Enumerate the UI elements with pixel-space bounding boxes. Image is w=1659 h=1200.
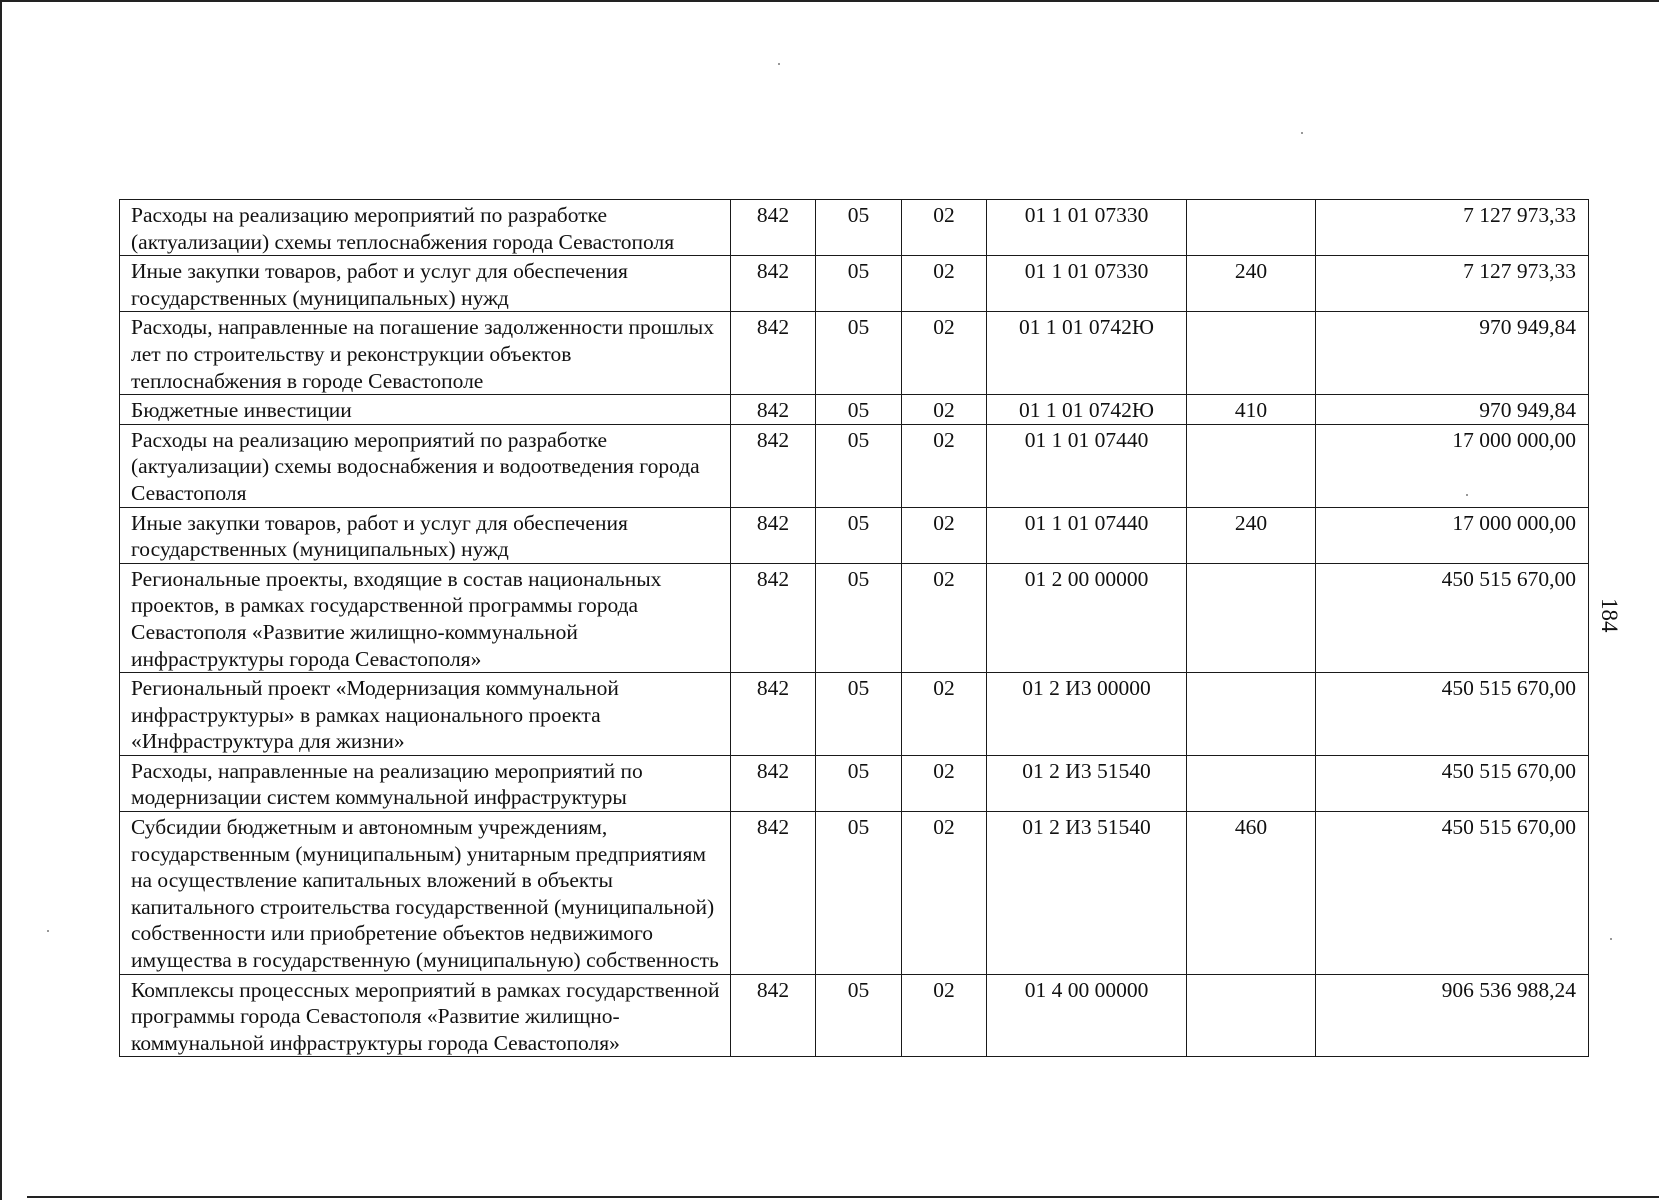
scan-speck: [1301, 132, 1303, 134]
expense-type-cell: 240: [1187, 256, 1316, 312]
target-code-cell: 01 4 00 00000: [987, 974, 1187, 1057]
expense-type-cell: 410: [1187, 395, 1316, 425]
row-name-cell: Расходы на реализацию мероприятий по разработке (актуализации) схемы водоснабжения и водоотведения города Севастополя: [120, 424, 731, 507]
subsection-code-cell: 02: [902, 395, 987, 425]
section-code-cell: 05: [816, 256, 902, 312]
amount-cell: 450 515 670,00: [1316, 812, 1589, 975]
table-row: [120, 563, 1589, 672]
table-row: [120, 395, 1589, 425]
target-code-cell: 01 1 01 07440: [987, 424, 1187, 507]
amount-cell: 906 536 988,24: [1316, 974, 1589, 1057]
amount-cell: 450 515 670,00: [1316, 755, 1589, 811]
row-name-cell: Региональные проекты, входящие в состав национальных проектов, в рамках государственной программы города Севастополя «Развитие жилищно-коммунальной инфраструктуры города Севастополя»: [120, 563, 731, 672]
expense-type-cell: [1187, 673, 1316, 756]
table-row: [120, 974, 1589, 1057]
scan-speck: [1610, 938, 1612, 940]
ministry-code-cell: 842: [731, 507, 816, 563]
scan-edge-left: [0, 0, 2, 1200]
expense-type-cell: 460: [1187, 812, 1316, 975]
expense-type-cell: [1187, 424, 1316, 507]
row-name-cell: Комплексы процессных мероприятий в рамках государственной программы города Севастополя «Развитие жилищно-коммунальной инфраструктуры города Севастополя»: [120, 974, 731, 1057]
table-row: [120, 200, 1589, 256]
subsection-code-cell: 02: [902, 507, 987, 563]
amount-cell: 7 127 973,33: [1316, 256, 1589, 312]
row-name-cell: Иные закупки товаров, работ и услуг для обеспечения государственных (муниципальных) нужд: [120, 256, 731, 312]
subsection-code-cell: 02: [902, 424, 987, 507]
row-name-cell: Субсидии бюджетным и автономным учреждениям, государственным (муниципальным) унитарным предприятиям на осуществление капитальных вложений в объекты капитального строительства государственной (муниципальной) собственности или приобретение объектов недвижимого имущества в государственную (муниципальную) собственность: [120, 812, 731, 975]
expense-type-cell: [1187, 563, 1316, 672]
section-code-cell: 05: [816, 200, 902, 256]
subsection-code-cell: 02: [902, 200, 987, 256]
ministry-code-cell: 842: [731, 256, 816, 312]
expense-type-cell: [1187, 200, 1316, 256]
section-code-cell: 05: [816, 812, 902, 975]
page-number: 184: [1597, 598, 1622, 633]
scan-speck: [778, 63, 780, 65]
expense-type-cell: [1187, 312, 1316, 395]
amount-cell: 7 127 973,33: [1316, 200, 1589, 256]
subsection-code-cell: 02: [902, 563, 987, 672]
ministry-code-cell: 842: [731, 812, 816, 975]
table-row: [120, 256, 1589, 312]
ministry-code-cell: 842: [731, 200, 816, 256]
target-code-cell: 01 1 01 07330: [987, 256, 1187, 312]
row-name-cell: Бюджетные инвестиции: [120, 395, 731, 425]
target-code-cell: 01 1 01 0742Ю: [987, 395, 1187, 425]
amount-cell: 970 949,84: [1316, 395, 1589, 425]
target-code-cell: 01 1 01 07440: [987, 507, 1187, 563]
row-name-cell: Расходы, направленные на погашение задолженности прошлых лет по строительству и реконструкции объектов теплоснабжения в городе Севастополе: [120, 312, 731, 395]
section-code-cell: 05: [816, 507, 902, 563]
amount-cell: 970 949,84: [1316, 312, 1589, 395]
expense-type-cell: 240: [1187, 507, 1316, 563]
row-name-cell: Региональный проект «Модернизация коммунальной инфраструктуры» в рамках национального проекта «Инфраструктура для жизни»: [120, 673, 731, 756]
section-code-cell: 05: [816, 974, 902, 1057]
table-row: [120, 673, 1589, 756]
section-code-cell: 05: [816, 424, 902, 507]
table-row: [120, 312, 1589, 395]
section-code-cell: 05: [816, 755, 902, 811]
amount-cell: 17 000 000,00: [1316, 507, 1589, 563]
table-row: [120, 755, 1589, 811]
target-code-cell: 01 2 И3 00000: [987, 673, 1187, 756]
budget-table: [119, 199, 1589, 1057]
amount-cell: 450 515 670,00: [1316, 673, 1589, 756]
scan-edge-top: [0, 0, 1659, 2]
section-code-cell: 05: [816, 673, 902, 756]
subsection-code-cell: 02: [902, 812, 987, 975]
table-row: [120, 812, 1589, 975]
ministry-code-cell: 842: [731, 673, 816, 756]
expense-type-cell: [1187, 974, 1316, 1057]
amount-cell: 17 000 000,00: [1316, 424, 1589, 507]
row-name-cell: Иные закупки товаров, работ и услуг для обеспечения государственных (муниципальных) нужд: [120, 507, 731, 563]
budget-table-body: [120, 200, 1589, 1057]
subsection-code-cell: 02: [902, 312, 987, 395]
row-name-cell: Расходы на реализацию мероприятий по разработке (актуализации) схемы теплоснабжения города Севастополя: [120, 200, 731, 256]
ministry-code-cell: 842: [731, 563, 816, 672]
ministry-code-cell: 842: [731, 312, 816, 395]
section-code-cell: 05: [816, 563, 902, 672]
amount-cell: 450 515 670,00: [1316, 563, 1589, 672]
subsection-code-cell: 02: [902, 256, 987, 312]
ministry-code-cell: 842: [731, 974, 816, 1057]
subsection-code-cell: 02: [902, 673, 987, 756]
target-code-cell: 01 1 01 07330: [987, 200, 1187, 256]
scan-speck: [47, 930, 49, 932]
table-row: [120, 507, 1589, 563]
ministry-code-cell: 842: [731, 424, 816, 507]
subsection-code-cell: 02: [902, 974, 987, 1057]
row-name-cell: Расходы, направленные на реализацию мероприятий по модернизации систем коммунальной инфраструктуры: [120, 755, 731, 811]
section-code-cell: 05: [816, 312, 902, 395]
ministry-code-cell: 842: [731, 395, 816, 425]
target-code-cell: 01 1 01 0742Ю: [987, 312, 1187, 395]
table-row: [120, 424, 1589, 507]
target-code-cell: 01 2 И3 51540: [987, 755, 1187, 811]
target-code-cell: 01 2 И3 51540: [987, 812, 1187, 975]
target-code-cell: 01 2 00 00000: [987, 563, 1187, 672]
subsection-code-cell: 02: [902, 755, 987, 811]
ministry-code-cell: 842: [731, 755, 816, 811]
expense-type-cell: [1187, 755, 1316, 811]
scan-edge-bottom: [27, 1196, 1659, 1198]
section-code-cell: 05: [816, 395, 902, 425]
